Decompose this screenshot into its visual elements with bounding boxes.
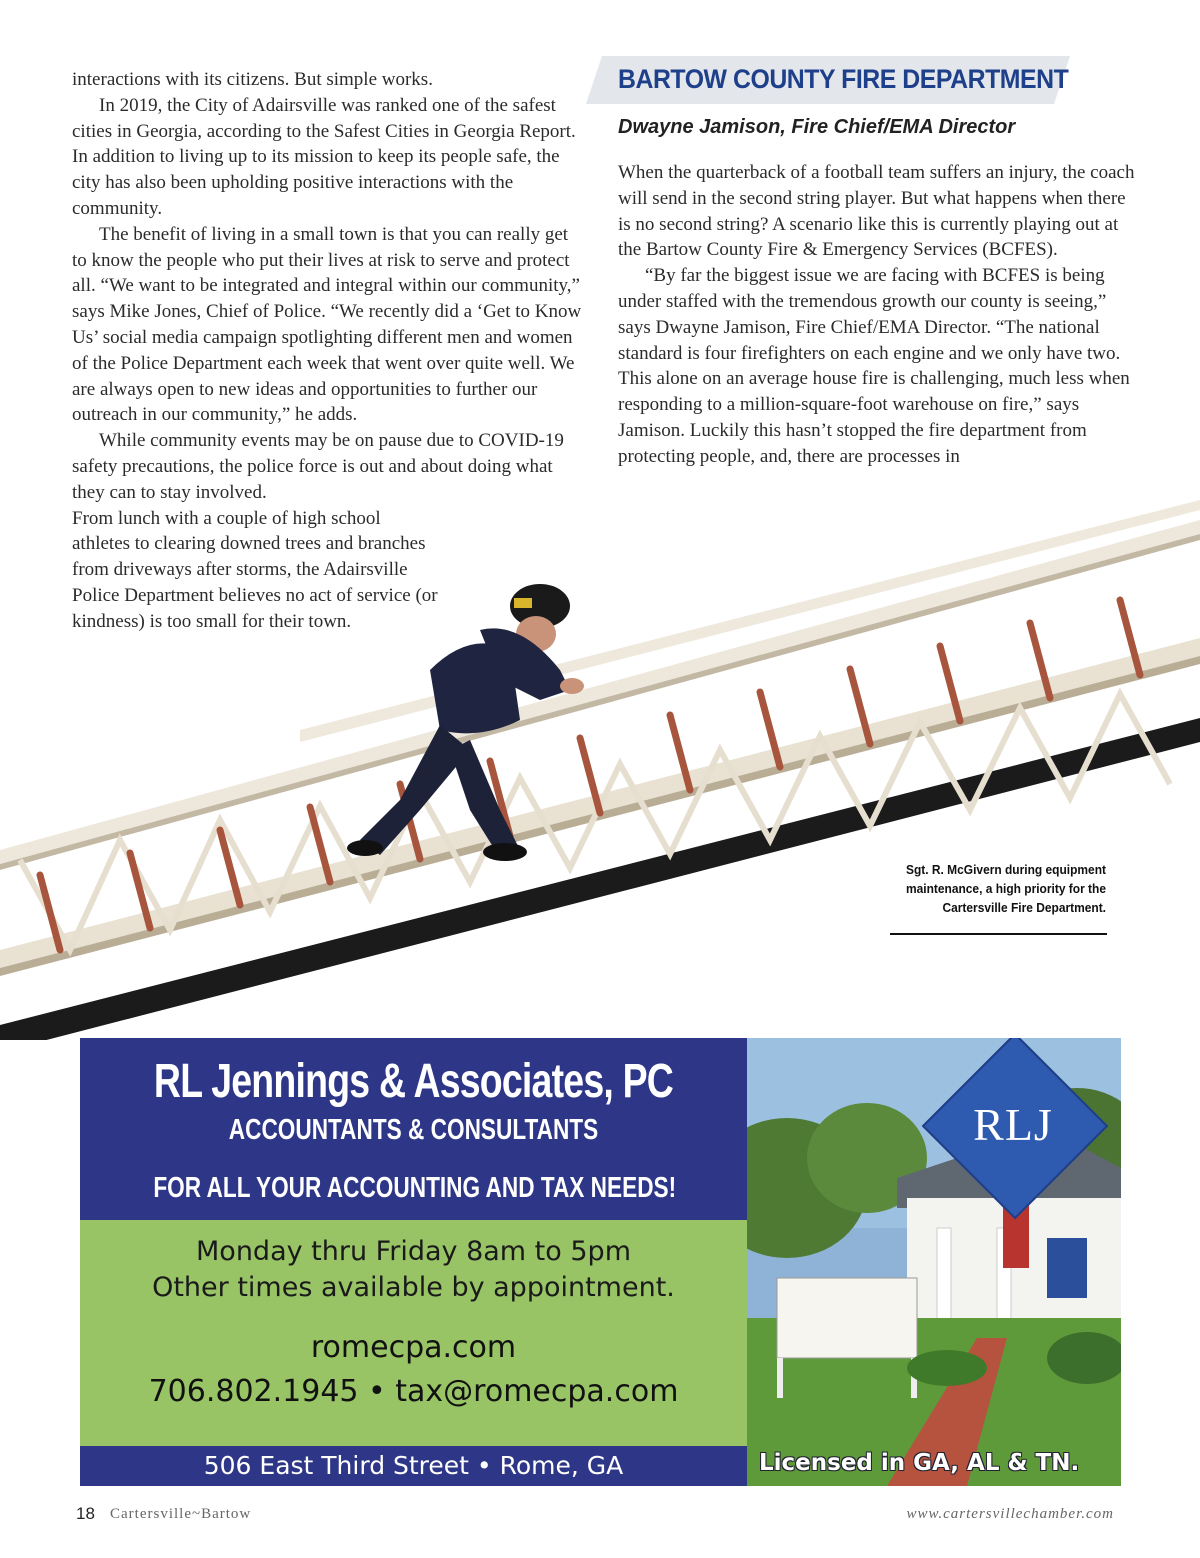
ad-contact[interactable]: 706.802.1945 • tax@romecpa.com bbox=[148, 1374, 679, 1409]
publication-name: Cartersville~Bartow bbox=[110, 1506, 252, 1522]
right-article-column bbox=[618, 160, 1138, 470]
advertisement[interactable] bbox=[80, 1038, 1121, 1486]
paragraph: When the quarterback of a football team suffers an injury, the coach will send in the second string player. But what happens when there is no second string? A scenario like this is currently playing out at the Bartow County Fire & Emergency Services (BCFES). bbox=[618, 162, 1135, 261]
ad-address: 506 East Third Street • Rome, GA bbox=[203, 1451, 624, 1480]
paragraph: “By far the biggest issue we are facing with BCFES is being under staffed with the tremendous growth our county is seeing,” says Dwayne Jamison, Fire Chief/EMA Director. “The national standard is four firefighters on each engine and we only have two. This alone on an average house fire is challenging, much less when responding to a million-square-foot warehouse on fire,” says Jamison. Luckily this hasn’t stopped the fire department from protecting people, and, there are processes in bbox=[618, 265, 1130, 467]
ad-title: RL Jennings & Associates, PC bbox=[153, 1055, 674, 1108]
caption-divider bbox=[890, 933, 1107, 935]
footer-url[interactable]: www.cartersvillechamber.com bbox=[906, 1506, 1114, 1522]
page-number: 18 bbox=[76, 1504, 95, 1523]
ad-hours-note: Other times available by appointment. bbox=[152, 1272, 675, 1303]
ad-subtitle: ACCOUNTANTS & CONSULTANTS bbox=[228, 1114, 599, 1146]
firefighter-ladder-photo bbox=[0, 480, 1200, 1040]
ad-hours: Monday thru Friday 8am to 5pm bbox=[196, 1236, 631, 1267]
paragraph: From lunch with a couple of high school athletes to clearing downed trees and branches from driveways after storms, the Adairsville Police Department believes no act of service (or kindness) is too small for their town. bbox=[72, 507, 438, 632]
ad-website-link[interactable]: romecpa.com bbox=[310, 1330, 517, 1365]
paragraph: The benefit of living in a small town is that you can really get to know the people who put their lives at risk to serve and protect all. “We want to be integrated and integral within our community,” says Mike Jones, Chief of Police. “We recently did a ‘Get to Know Us’ social media campaign spotlighting different men and women of the Police Department each week that went over quite well. We are always open to new ideas and opportunities to further our outreach in our community,” he adds. bbox=[72, 223, 582, 426]
paragraph: interactions with its citizens. But simple works. bbox=[72, 69, 433, 90]
paragraph: While community events may be on pause due to COVID-19 safety precautions, the police force is out and about doing what they can to stay involved. bbox=[72, 430, 564, 503]
photo-caption: Sgt. R. McGivern during equipment maintenance, a high priority for the Cartersville Fire Department. bbox=[905, 862, 1106, 915]
office-building-photo bbox=[747, 1038, 1121, 1486]
rlj-logo-text: RLJ bbox=[973, 1099, 1053, 1150]
paragraph: In 2019, the City of Adairsville was ranked one of the safest cities in Georgia, according to the Safest Cities in Georgia Report. In addition to living up to its mission to keep its people safe, the city has also been upholding positive interactions with the community. bbox=[72, 94, 576, 219]
section-heading: BARTOW COUNTY FIRE DEPARTMENT bbox=[618, 64, 1069, 94]
ad-tagline: FOR ALL YOUR ACCOUNTING AND TAX NEEDS! bbox=[153, 1172, 677, 1204]
ad-license: Licensed in GA, AL & TN. bbox=[759, 1450, 1080, 1476]
byline: Dwayne Jamison, Fire Chief/EMA Director bbox=[618, 116, 1016, 138]
